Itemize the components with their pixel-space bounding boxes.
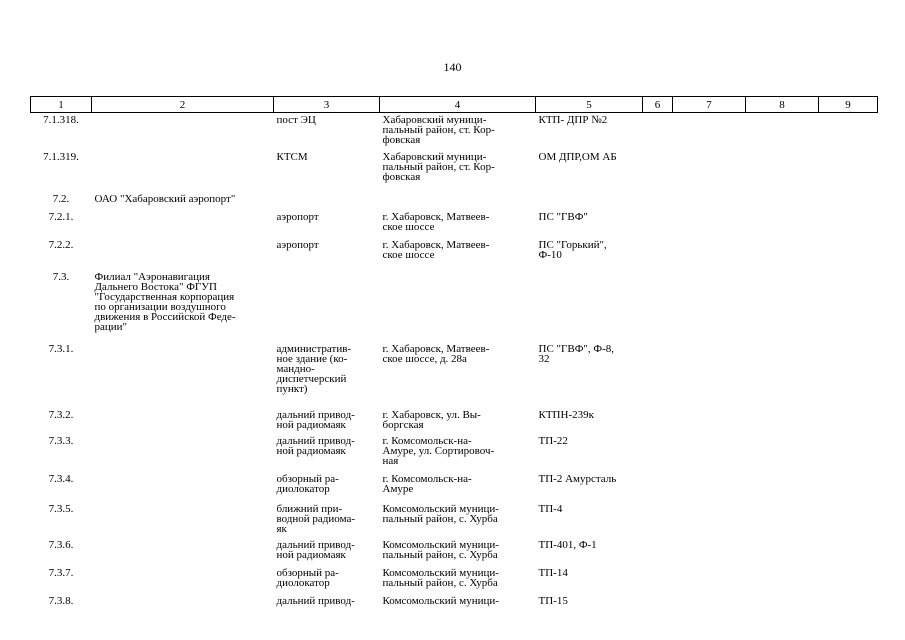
empty-cell-col-7 bbox=[673, 342, 746, 408]
organization-cell bbox=[92, 502, 274, 538]
table-row bbox=[31, 502, 878, 538]
empty-cell-col-8 bbox=[746, 434, 819, 472]
table-body bbox=[31, 113, 878, 612]
object-cell: пост ЭЦ bbox=[276, 114, 316, 126]
column-header-1: 1 bbox=[31, 97, 92, 113]
column-header-9: 9 bbox=[819, 97, 878, 113]
empty-cell-col-8 bbox=[746, 408, 819, 434]
empty-cell-col-6 bbox=[643, 238, 673, 270]
table-row bbox=[31, 566, 878, 594]
empty-cell-col-7 bbox=[673, 502, 746, 538]
substation-cell: ТП-22 bbox=[538, 434, 568, 447]
empty-cell-col-7 bbox=[673, 538, 746, 566]
organization-cell bbox=[92, 408, 274, 434]
row-number: 7.3.6. bbox=[48, 538, 74, 551]
table-row bbox=[31, 472, 878, 502]
empty-cell-col-6 bbox=[643, 472, 673, 502]
substation-cell: ТП-2 Амурсталь bbox=[538, 472, 617, 485]
address-cell: г. Комсомольск-на- Амуре, ул. Сортировоч- ная bbox=[382, 434, 495, 467]
empty-cell-col-7 bbox=[673, 238, 746, 270]
substation-cell: ПС "ГВФ" bbox=[538, 210, 588, 223]
empty-cell-col-8 bbox=[746, 150, 819, 192]
object-cell: административ- ное здание (ко- мандно- диспетчерский пункт) bbox=[276, 342, 352, 395]
substation-cell bbox=[536, 192, 643, 210]
row-number: 7.2.2. bbox=[48, 238, 74, 251]
object-cell: дальний привод- bbox=[276, 594, 355, 607]
column-header-2: 2 bbox=[92, 97, 274, 113]
address-cell: Комсомольский муници- пальный район, с. Хурба bbox=[382, 502, 499, 525]
object-cell: дальний привод- ной радиомаяк bbox=[276, 408, 355, 431]
empty-cell-col-8 bbox=[746, 270, 819, 342]
address-cell: г. Хабаровск, Матвеев- ское шоссе bbox=[382, 238, 490, 261]
empty-cell-col-7 bbox=[673, 594, 746, 612]
table-row bbox=[31, 408, 878, 434]
organization-cell bbox=[92, 538, 274, 566]
empty-cell-col-7 bbox=[673, 150, 746, 192]
table-row bbox=[31, 342, 878, 408]
empty-cell-col-7 bbox=[673, 192, 746, 210]
empty-cell-col-8 bbox=[746, 210, 819, 238]
row-number: 7.3.5. bbox=[48, 502, 74, 515]
empty-cell-col-6 bbox=[643, 538, 673, 566]
empty-cell-col-9 bbox=[819, 270, 878, 342]
column-header-7: 7 bbox=[673, 97, 746, 113]
empty-cell-col-9 bbox=[819, 472, 878, 502]
address-cell: г. Комсомольск-на- Амуре bbox=[382, 472, 472, 495]
row-number: 7.3.3. bbox=[48, 434, 74, 447]
empty-cell-col-6 bbox=[643, 210, 673, 238]
address-cell: Комсомольский муници- bbox=[382, 594, 499, 607]
organization-cell bbox=[92, 566, 274, 594]
substation-cell: ТП-15 bbox=[538, 594, 568, 607]
row-number: 7.1.318. bbox=[43, 114, 79, 126]
organization-cell bbox=[92, 472, 274, 502]
table-row bbox=[31, 538, 878, 566]
empty-cell-col-9 bbox=[819, 210, 878, 238]
object-cell: аэропорт bbox=[276, 210, 319, 223]
column-header-3: 3 bbox=[274, 97, 380, 113]
organization-cell bbox=[92, 594, 274, 612]
organization-cell bbox=[92, 434, 274, 472]
substation-cell: КТПН-239к bbox=[538, 408, 594, 421]
empty-cell-col-9 bbox=[819, 408, 878, 434]
organization-cell: ОАО "Хабаровский аэропорт" bbox=[94, 192, 236, 205]
column-header-5: 5 bbox=[536, 97, 643, 113]
table-row bbox=[31, 150, 878, 192]
empty-cell-col-7 bbox=[673, 113, 746, 150]
row-number: 7.3.2. bbox=[48, 408, 74, 421]
empty-cell-col-7 bbox=[673, 408, 746, 434]
substation-cell bbox=[536, 270, 643, 342]
organization-cell bbox=[92, 210, 274, 238]
empty-cell-col-6 bbox=[643, 270, 673, 342]
empty-cell-col-9 bbox=[819, 113, 878, 150]
substation-cell: ТП-14 bbox=[538, 566, 568, 579]
organization-cell bbox=[92, 342, 274, 408]
organization-cell bbox=[92, 238, 274, 270]
empty-cell-col-6 bbox=[643, 342, 673, 408]
table-row bbox=[31, 192, 878, 210]
object-cell: ближний при- водной радиома- як bbox=[276, 502, 356, 535]
organization-cell: Филиал "Аэронавигация Дальнего Востока" ФГУП "Государственная корпорация по организации воздушного движения в Российской Феде- рации" bbox=[94, 270, 236, 333]
row-number: 7.3.4. bbox=[48, 472, 74, 485]
empty-cell-col-6 bbox=[643, 150, 673, 192]
data-table bbox=[30, 96, 878, 612]
empty-cell-col-9 bbox=[819, 566, 878, 594]
empty-cell-col-6 bbox=[643, 192, 673, 210]
empty-cell-col-6 bbox=[643, 408, 673, 434]
empty-cell-col-8 bbox=[746, 238, 819, 270]
empty-cell-col-7 bbox=[673, 210, 746, 238]
empty-cell-col-8 bbox=[746, 566, 819, 594]
object-cell: обзорный ра- диолокатор bbox=[276, 566, 339, 589]
address-cell: Хабаровский муници- пальный район, ст. Кор- фовская bbox=[382, 114, 495, 146]
address-cell: Комсомольский муници- пальный район, с. Хурба bbox=[382, 538, 499, 561]
empty-cell-col-6 bbox=[643, 434, 673, 472]
row-number: 7.3.7. bbox=[48, 566, 74, 579]
substation-cell: КТП- ДПР №2 bbox=[538, 114, 608, 126]
object-cell: обзорный ра- диолокатор bbox=[276, 472, 339, 495]
address-cell: г. Хабаровск, Матвеев- ское шоссе bbox=[382, 210, 490, 233]
empty-cell-col-6 bbox=[643, 502, 673, 538]
empty-cell-col-7 bbox=[673, 472, 746, 502]
row-number: 7.2. bbox=[52, 192, 70, 205]
table-row bbox=[31, 113, 878, 150]
empty-cell-col-8 bbox=[746, 502, 819, 538]
column-header-4: 4 bbox=[380, 97, 536, 113]
address-cell: Комсомольский муници- пальный район, с. Хурба bbox=[382, 566, 499, 589]
empty-cell-col-6 bbox=[643, 566, 673, 594]
substation-cell: ПС "ГВФ", Ф-8, 32 bbox=[538, 342, 615, 365]
empty-cell-col-7 bbox=[673, 434, 746, 472]
object-cell bbox=[274, 270, 380, 342]
row-number: 7.2.1. bbox=[48, 210, 74, 223]
row-number: 7.3. bbox=[52, 270, 70, 283]
table-row bbox=[31, 594, 878, 612]
organization-cell bbox=[92, 150, 274, 192]
empty-cell-col-9 bbox=[819, 342, 878, 408]
column-header-6: 6 bbox=[643, 97, 673, 113]
address-cell: г. Хабаровск, ул. Вы- боргская bbox=[382, 408, 481, 431]
empty-cell-col-8 bbox=[746, 538, 819, 566]
object-cell: КТСМ bbox=[276, 150, 308, 163]
table-row bbox=[31, 210, 878, 238]
empty-cell-col-9 bbox=[819, 538, 878, 566]
object-cell bbox=[274, 192, 380, 210]
address-cell bbox=[380, 270, 536, 342]
empty-cell-col-8 bbox=[746, 342, 819, 408]
empty-cell-col-9 bbox=[819, 238, 878, 270]
substation-cell: ТП-4 bbox=[538, 502, 563, 515]
address-cell: Хабаровский муници- пальный район, ст. Кор- фовская bbox=[382, 150, 495, 183]
empty-cell-col-9 bbox=[819, 150, 878, 192]
empty-cell-col-7 bbox=[673, 270, 746, 342]
empty-cell-col-8 bbox=[746, 594, 819, 612]
empty-cell-col-7 bbox=[673, 566, 746, 594]
organization-cell bbox=[92, 113, 274, 150]
object-cell: дальний привод- ной радиомаяк bbox=[276, 538, 355, 561]
substation-cell: ТП-401, Ф-1 bbox=[538, 538, 597, 551]
empty-cell-col-8 bbox=[746, 472, 819, 502]
empty-cell-col-9 bbox=[819, 594, 878, 612]
table-row bbox=[31, 238, 878, 270]
empty-cell-col-8 bbox=[746, 113, 819, 150]
empty-cell-col-6 bbox=[643, 594, 673, 612]
row-number: 7.3.8. bbox=[48, 594, 74, 607]
row-number: 7.1.319. bbox=[43, 150, 79, 163]
table-row bbox=[31, 434, 878, 472]
column-header-8: 8 bbox=[746, 97, 819, 113]
address-cell: г. Хабаровск, Матвеев- ское шоссе, д. 28а bbox=[382, 342, 490, 365]
object-cell: дальний привод- ной радиомаяк bbox=[276, 434, 355, 457]
page-number: 140 bbox=[443, 60, 462, 74]
empty-cell-col-9 bbox=[819, 434, 878, 472]
row-number: 7.3.1. bbox=[48, 342, 74, 355]
empty-cell-col-6 bbox=[643, 113, 673, 150]
substation-cell: ОМ ДПР,ОМ АБ bbox=[538, 150, 617, 163]
substation-cell: ПС "Горький", Ф-10 bbox=[538, 238, 607, 261]
empty-cell-col-9 bbox=[819, 192, 878, 210]
object-cell: аэропорт bbox=[276, 238, 319, 251]
table-row bbox=[31, 270, 878, 342]
empty-cell-col-9 bbox=[819, 502, 878, 538]
empty-cell-col-8 bbox=[746, 192, 819, 210]
table-header-row bbox=[31, 97, 878, 113]
address-cell bbox=[380, 192, 536, 210]
